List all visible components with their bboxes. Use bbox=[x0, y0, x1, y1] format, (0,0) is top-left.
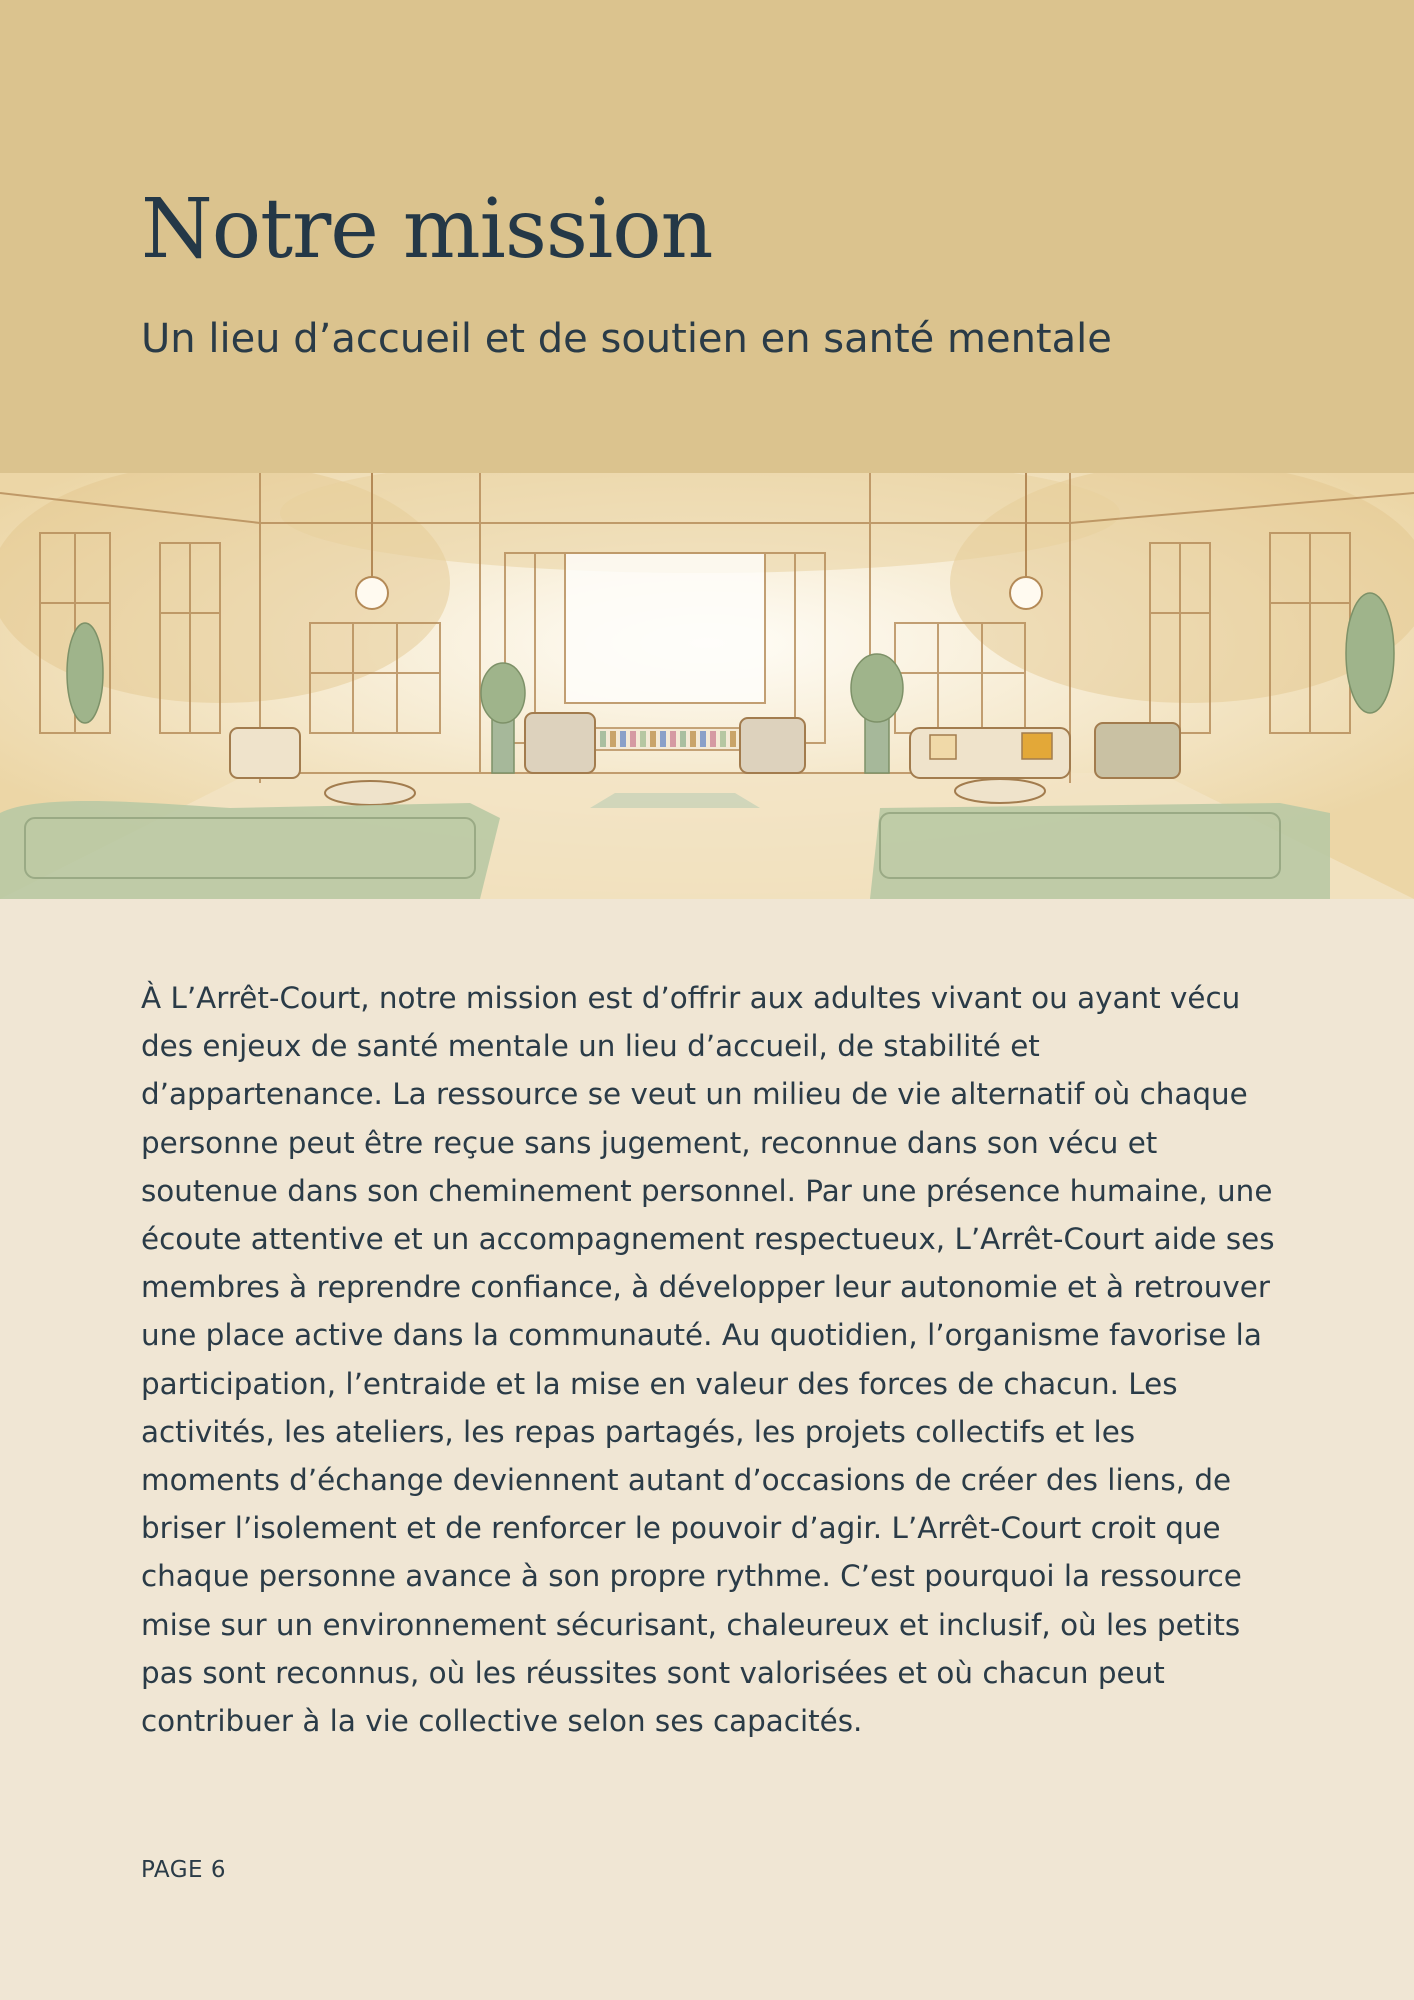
mission-paragraph: À L’Arrêt-Court, notre mission est d’offrir aux adultes vivant ou ayant vécu des enjeux de santé mentale un lieu d’accueil, de stabilité et d’appartenance. La ressource se veut un milieu de vie alternatif où chaque personne peut être reçue sans jugement, reconnue dans son vécu et soutenue dans son cheminement personnel. Par une présence humaine, une écoute attentive et un accompagnement respectueux, L’Arrêt-Court aide ses membres à reprendre confiance, à développer leur autonomie et à retrouver une place active dans la communauté. Au quotidien, l’organisme favorise la participation, l’entraide et la mise en valeur des forces de chacun. Les activités, les ateliers, les repas partagés, les projets collectifs et les moments d’échange deviennent autant d’occasions de créer des liens, de briser l’isolement et de renforcer le pouvoir d’agir. L’Arrêt-Court croit que chaque personne avance à son propre rythme. C’est pourquoi la ressource mise sur un environnement sécurisant, chaleureux et inclusif, où les petits pas sont reconnus, où les réussites sont valorisées et où chacun peut contribuer à la vie collective selon ses capacités. bbox=[141, 981, 1275, 1739]
page-title: Notre mission bbox=[141, 182, 713, 277]
page-subtitle: Un lieu d’accueil et de soutien en santé mentale bbox=[141, 316, 1112, 362]
living-room-illustration bbox=[0, 473, 1414, 899]
header-band bbox=[0, 0, 1414, 473]
page-number: PAGE 6 bbox=[141, 1857, 227, 1883]
